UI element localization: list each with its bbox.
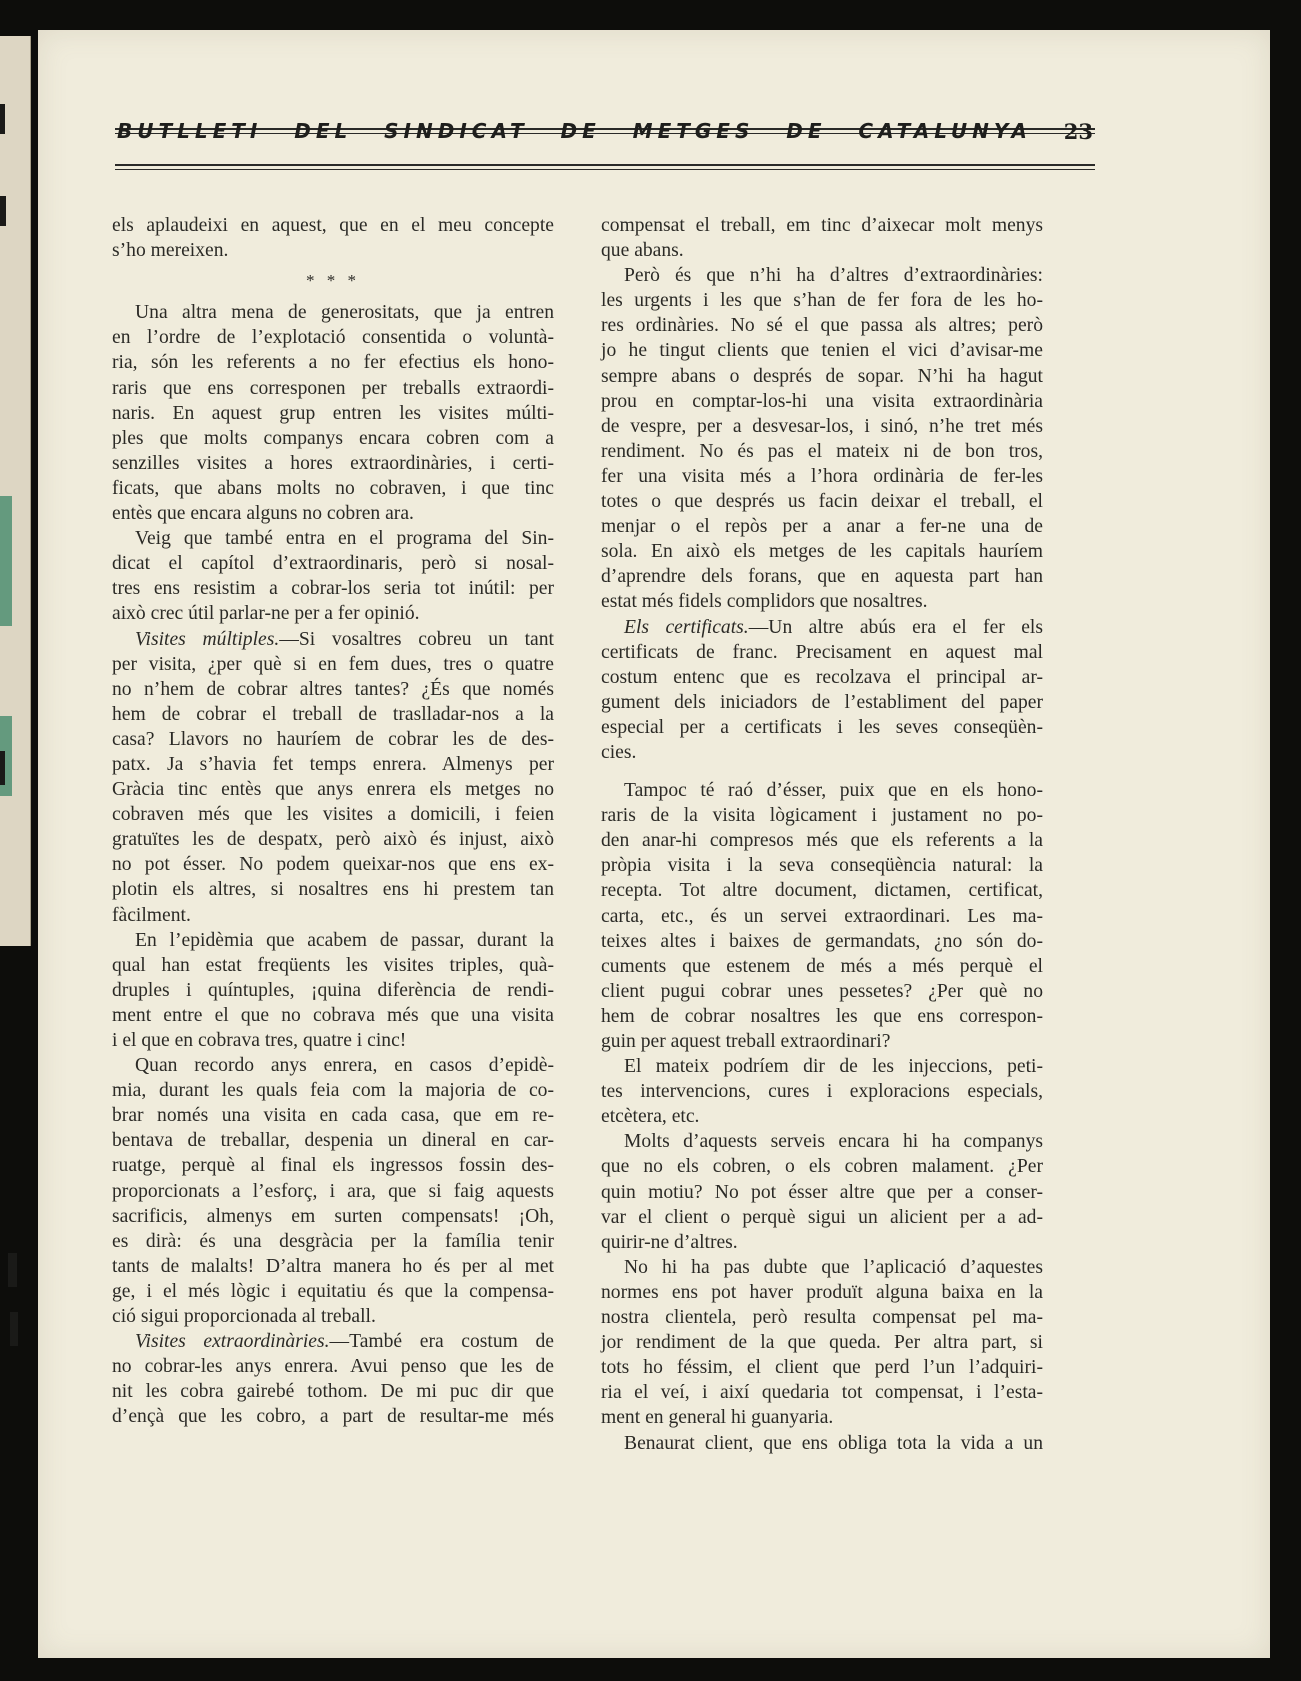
text-line: No hi ha pas dubte que l’aplicació d’aquestes — [624, 1256, 1043, 1278]
text-line: guin per aquest treball extraordinari? — [601, 1031, 891, 1052]
text-line: tes intervencions, cures i exploracions especials, — [601, 1081, 1043, 1103]
text-line: menjar o el repòs per a anar a fer-ne una de — [601, 516, 1043, 538]
text-line: rendiment. No és pas el mateix ni de bon tros, — [601, 440, 1043, 462]
text-line: ment entre el que no cobrava més que una visita — [112, 1004, 554, 1026]
text-line: proporcionats a l’esforç, i ara, que si faig aquests — [112, 1180, 554, 1202]
text-line: ge, i el més lògic i equitatiu és que la compensa- — [112, 1280, 554, 1302]
left-page-mark — [0, 104, 5, 134]
text-line: quirir-ne d’altres. — [601, 1231, 738, 1253]
text-line: especial per a certificats i les seves conseqüèn- — [601, 716, 1043, 738]
paragraph — [601, 1129, 1043, 1254]
text-line: dicat el capítol d’extraordinaris, però si nosal- — [112, 553, 554, 575]
binding-mark — [10, 1312, 18, 1346]
text-line: etcètera, etc. — [601, 1106, 700, 1128]
text-line: es dirà: és una desgràcia per la família tenir — [112, 1230, 554, 1252]
text-line: ruatge, perquè al final els ingressos fossin des- — [112, 1155, 554, 1177]
text-line: de vespre, per a desvesar-los, i sinó, n’he tret més — [601, 415, 1043, 437]
paragraph-gap — [601, 765, 1043, 778]
text-line: brar només una visita en cada casa, que em re- — [112, 1105, 554, 1127]
section-lead: Visites múltiples. — [135, 628, 280, 650]
text-line: sempre abans o després de sopar. N’hi ha hagut — [601, 365, 1043, 387]
text-line: les urgents i les que s’han de fer fora de les ho- — [601, 290, 1043, 312]
text-line: això crec útil parlar-ne per a fer opinió. — [112, 603, 420, 625]
text-line: plotin els altres, si nosaltres ens hi prestem tan — [112, 879, 554, 901]
header-word: CATALUNYA — [858, 119, 1032, 143]
text-line: ficats, que abans molts no cobraven, i que tinc — [112, 477, 554, 499]
paragraph — [601, 615, 1043, 766]
paragraph — [601, 778, 1043, 1054]
text-line: Gràcia tinc entès que anys enrera els metges no — [112, 779, 554, 801]
running-header — [117, 113, 1093, 149]
text-line: El mateix podríem dir de les injeccions, peti- — [624, 1056, 1043, 1078]
paragraph — [112, 627, 554, 928]
text-line: ria, són les referents a no fer efectius els hono- — [112, 352, 554, 374]
text-line: no cobrar-les anys enrera. Avui penso que les de — [112, 1356, 554, 1378]
section-lead: Visites extraordinàries. — [135, 1331, 330, 1353]
text-line: ria el veí, i així quedaria tot compensat, i l’esta- — [601, 1382, 1043, 1404]
text-line: en l’ordre de l’explotació consentida o voluntà- — [112, 327, 554, 349]
text-line: no pot ésser. No podem queixar-nos que ens ex- — [112, 854, 554, 876]
text-line: recepta. Tot altre document, dictamen, certificat, — [601, 880, 1043, 902]
text-line: d’aprendre dels forans, que en aquesta part han — [601, 566, 1043, 588]
left-page-mark — [0, 196, 6, 226]
text-line: cuments que estenem de més a més perquè el — [601, 955, 1043, 977]
text-line: nostra clientela, però resulta compensat pel ma- — [601, 1307, 1043, 1329]
text-line: ció sigui proporcionada al treball. — [112, 1306, 376, 1328]
text-line: estat més fidels complidors que nosaltres. — [601, 591, 928, 613]
text-line: i el que en cobrava tres, quatre i cinc! — [112, 1030, 407, 1051]
paragraph — [112, 928, 554, 1053]
header-word: DE — [560, 119, 601, 143]
text-line: per visita, ¿per què si en fem dues, tres o quatre — [112, 653, 554, 675]
paragraph — [112, 1329, 554, 1429]
text-line: En l’epidèmia que acabem de passar, durant la — [135, 929, 554, 951]
header-rule-bottom — [115, 164, 1095, 166]
text-line: ples que molts companys encara cobren com a — [112, 427, 554, 449]
text-line: cobraven més que les visites a domicili, i feien — [112, 804, 554, 826]
text-line: den anar-hi compresos més que els referents a la — [601, 830, 1043, 852]
text-line: client pugui cobrar unes pessetes? ¿Per què no — [601, 980, 1043, 1002]
text-line: sacrificis, almenys em surten compensats! ¡Oh, — [112, 1205, 554, 1227]
text-line: normes ens pot haver produït alguna baixa en la — [601, 1281, 1043, 1303]
paragraph — [601, 1054, 1043, 1129]
paragraph — [112, 213, 554, 263]
adjacent-page-edge — [0, 36, 31, 946]
text-line: quin motiu? No pot ésser altre que per a conser- — [601, 1181, 1043, 1203]
text-line: Tampoc té raó d’ésser, puix que en els hono- — [624, 780, 1043, 802]
text-line: Molts d’aquests serveis encara hi ha companys — [624, 1131, 1043, 1153]
text-line: nit les cobra gairebé tothom. De mi puc dir que — [112, 1381, 554, 1403]
text-line: sola. En això els metges de les capitals hauríem — [601, 541, 1043, 563]
text-line: Visites extraordinàries.—També era costum de — [135, 1331, 554, 1353]
text-line: hem de cobrar nosaltres les que ens correspon- — [601, 1005, 1043, 1027]
text-line: Visites múltiples.—Si vosaltres cobreu un tant — [135, 628, 554, 650]
text-line: prou en comptar-los-hi una visita extraordinària — [601, 390, 1043, 412]
text-line: certificats de franc. Precisament en aquest mal — [601, 641, 1043, 663]
paragraph — [112, 1053, 554, 1329]
header-word: BUTLLETI — [117, 119, 263, 143]
right-text-column — [601, 213, 1043, 1456]
paragraph — [601, 1431, 1043, 1456]
text-line: tots ho féssim, el client que perd l’un l’adquiri- — [601, 1357, 1043, 1379]
text-line: qual han estat freqüents les visites triples, quà- — [112, 954, 554, 976]
paragraph — [601, 263, 1043, 614]
text-line: gratuïtes les de despatx, però això és injust, això — [112, 829, 554, 851]
text-line: tres ens resistim a cobrar-los seria tot inútil: per — [112, 578, 554, 600]
header-word: SINDICAT — [384, 119, 529, 143]
text-line: Quan recordo anys enrera, en casos d’epidè- — [135, 1055, 554, 1077]
text-line: raris que ens corresponen per treballs extraordi- — [112, 377, 554, 399]
text-line: els aplaudeixi en aquest, que en el meu concepte — [112, 215, 554, 236]
paragraph — [601, 1255, 1043, 1431]
text-line: no n’hem de cobrar altres tantes? ¿És que només — [112, 678, 554, 700]
binding-mark — [8, 1253, 17, 1287]
page-number: 23 — [1063, 118, 1093, 144]
header-word: DEL — [294, 119, 353, 143]
header-word: DE — [786, 119, 827, 143]
text-line: fàcilment. — [112, 904, 191, 926]
left-page-green-strip — [0, 496, 12, 626]
text-line: bentava de treballar, despenia un dineral en car- — [112, 1130, 554, 1152]
text-line: compensat el treball, em tinc d’aixecar molt menys — [601, 215, 1043, 236]
text-line: patx. Ja s’havia fet temps enrera. Almenys per — [112, 753, 554, 775]
text-line: gument dels iniciadors de l’establiment del paper — [601, 691, 1043, 713]
text-line: Benaurat client, que ens obliga tota la vida a un — [624, 1432, 1043, 1454]
left-text-column — [112, 213, 554, 1430]
text-line: ment en general hi guanyaria. — [601, 1407, 834, 1429]
text-line: Veig que també entra en el programa del Sin- — [135, 528, 554, 550]
text-line: cies. — [601, 741, 637, 763]
text-line: que no els cobren, o els cobren malament. ¿Per — [601, 1156, 1043, 1178]
text-line: costum entenc que es recolzava el principal ar- — [601, 666, 1043, 688]
text-line: druples i quíntuples, ¡quina diferència de rendi- — [112, 979, 554, 1001]
text-line: casa? Llavors no hauríem de cobrar les de des- — [112, 728, 554, 750]
paragraph — [112, 526, 554, 626]
text-line: d’ençà que les cobro, a part de resultar-me més — [112, 1406, 554, 1428]
text-line: naris. En aquest grup entren les visites múlti- — [112, 402, 554, 424]
text-line: tants de malalts! D’altra manera ho és per al met — [112, 1255, 554, 1277]
text-line: Una altra mena de generositats, que ja entren — [135, 302, 554, 324]
header-word: METGES — [632, 119, 755, 143]
text-line: entès que encara alguns no cobren ara. — [112, 503, 414, 525]
text-line: raris de la visita lògicament i justament no po- — [601, 805, 1043, 827]
text-line: Però és que n’hi ha d’altres d’extraordinàries: — [624, 265, 1043, 287]
text-line: hem de cobrar el treball de traslladar-nos a la — [112, 703, 554, 725]
header-rule-bottom-thin — [115, 169, 1095, 170]
text-line: que abans. — [601, 240, 684, 262]
text-line: var el client o perquè sigui un alicient per a ad- — [601, 1206, 1043, 1228]
text-line: res ordinàries. No sé el que passa als altres; però — [601, 315, 1043, 337]
section-separator: * * * — [306, 271, 360, 291]
text-line: fer una visita més a l’hora ordinària de fer-les — [601, 465, 1043, 487]
text-line: teixes altes i baixes de germandats, ¿no són do- — [601, 930, 1043, 952]
text-line: pròpia visita i la seva conseqüència natural: la — [601, 855, 1043, 877]
text-line: mia, durant les quals feia com la majoria de co- — [112, 1080, 554, 1102]
paragraph — [601, 213, 1043, 263]
text-line: Els certificats.—Un altre abús era el fer els — [624, 616, 1043, 638]
text-line: carta, etc., és un servei extraordinari. Les ma- — [601, 905, 1043, 927]
text-line: totes o que després us facin deixar el treball, el — [601, 491, 1043, 513]
text-line: senzilles visites a hores extraordinàries, i certi- — [112, 452, 554, 474]
paragraph — [112, 300, 554, 526]
section-lead: Els certificats. — [624, 616, 749, 638]
text-line: s’ho mereixen. — [112, 240, 229, 262]
left-page-mark — [0, 751, 5, 785]
text-line: jo he tingut clients que tenien el vici d’avisar-me — [601, 340, 1043, 362]
text-line: jor rendiment de la que queda. Per altra part, si — [601, 1332, 1043, 1354]
